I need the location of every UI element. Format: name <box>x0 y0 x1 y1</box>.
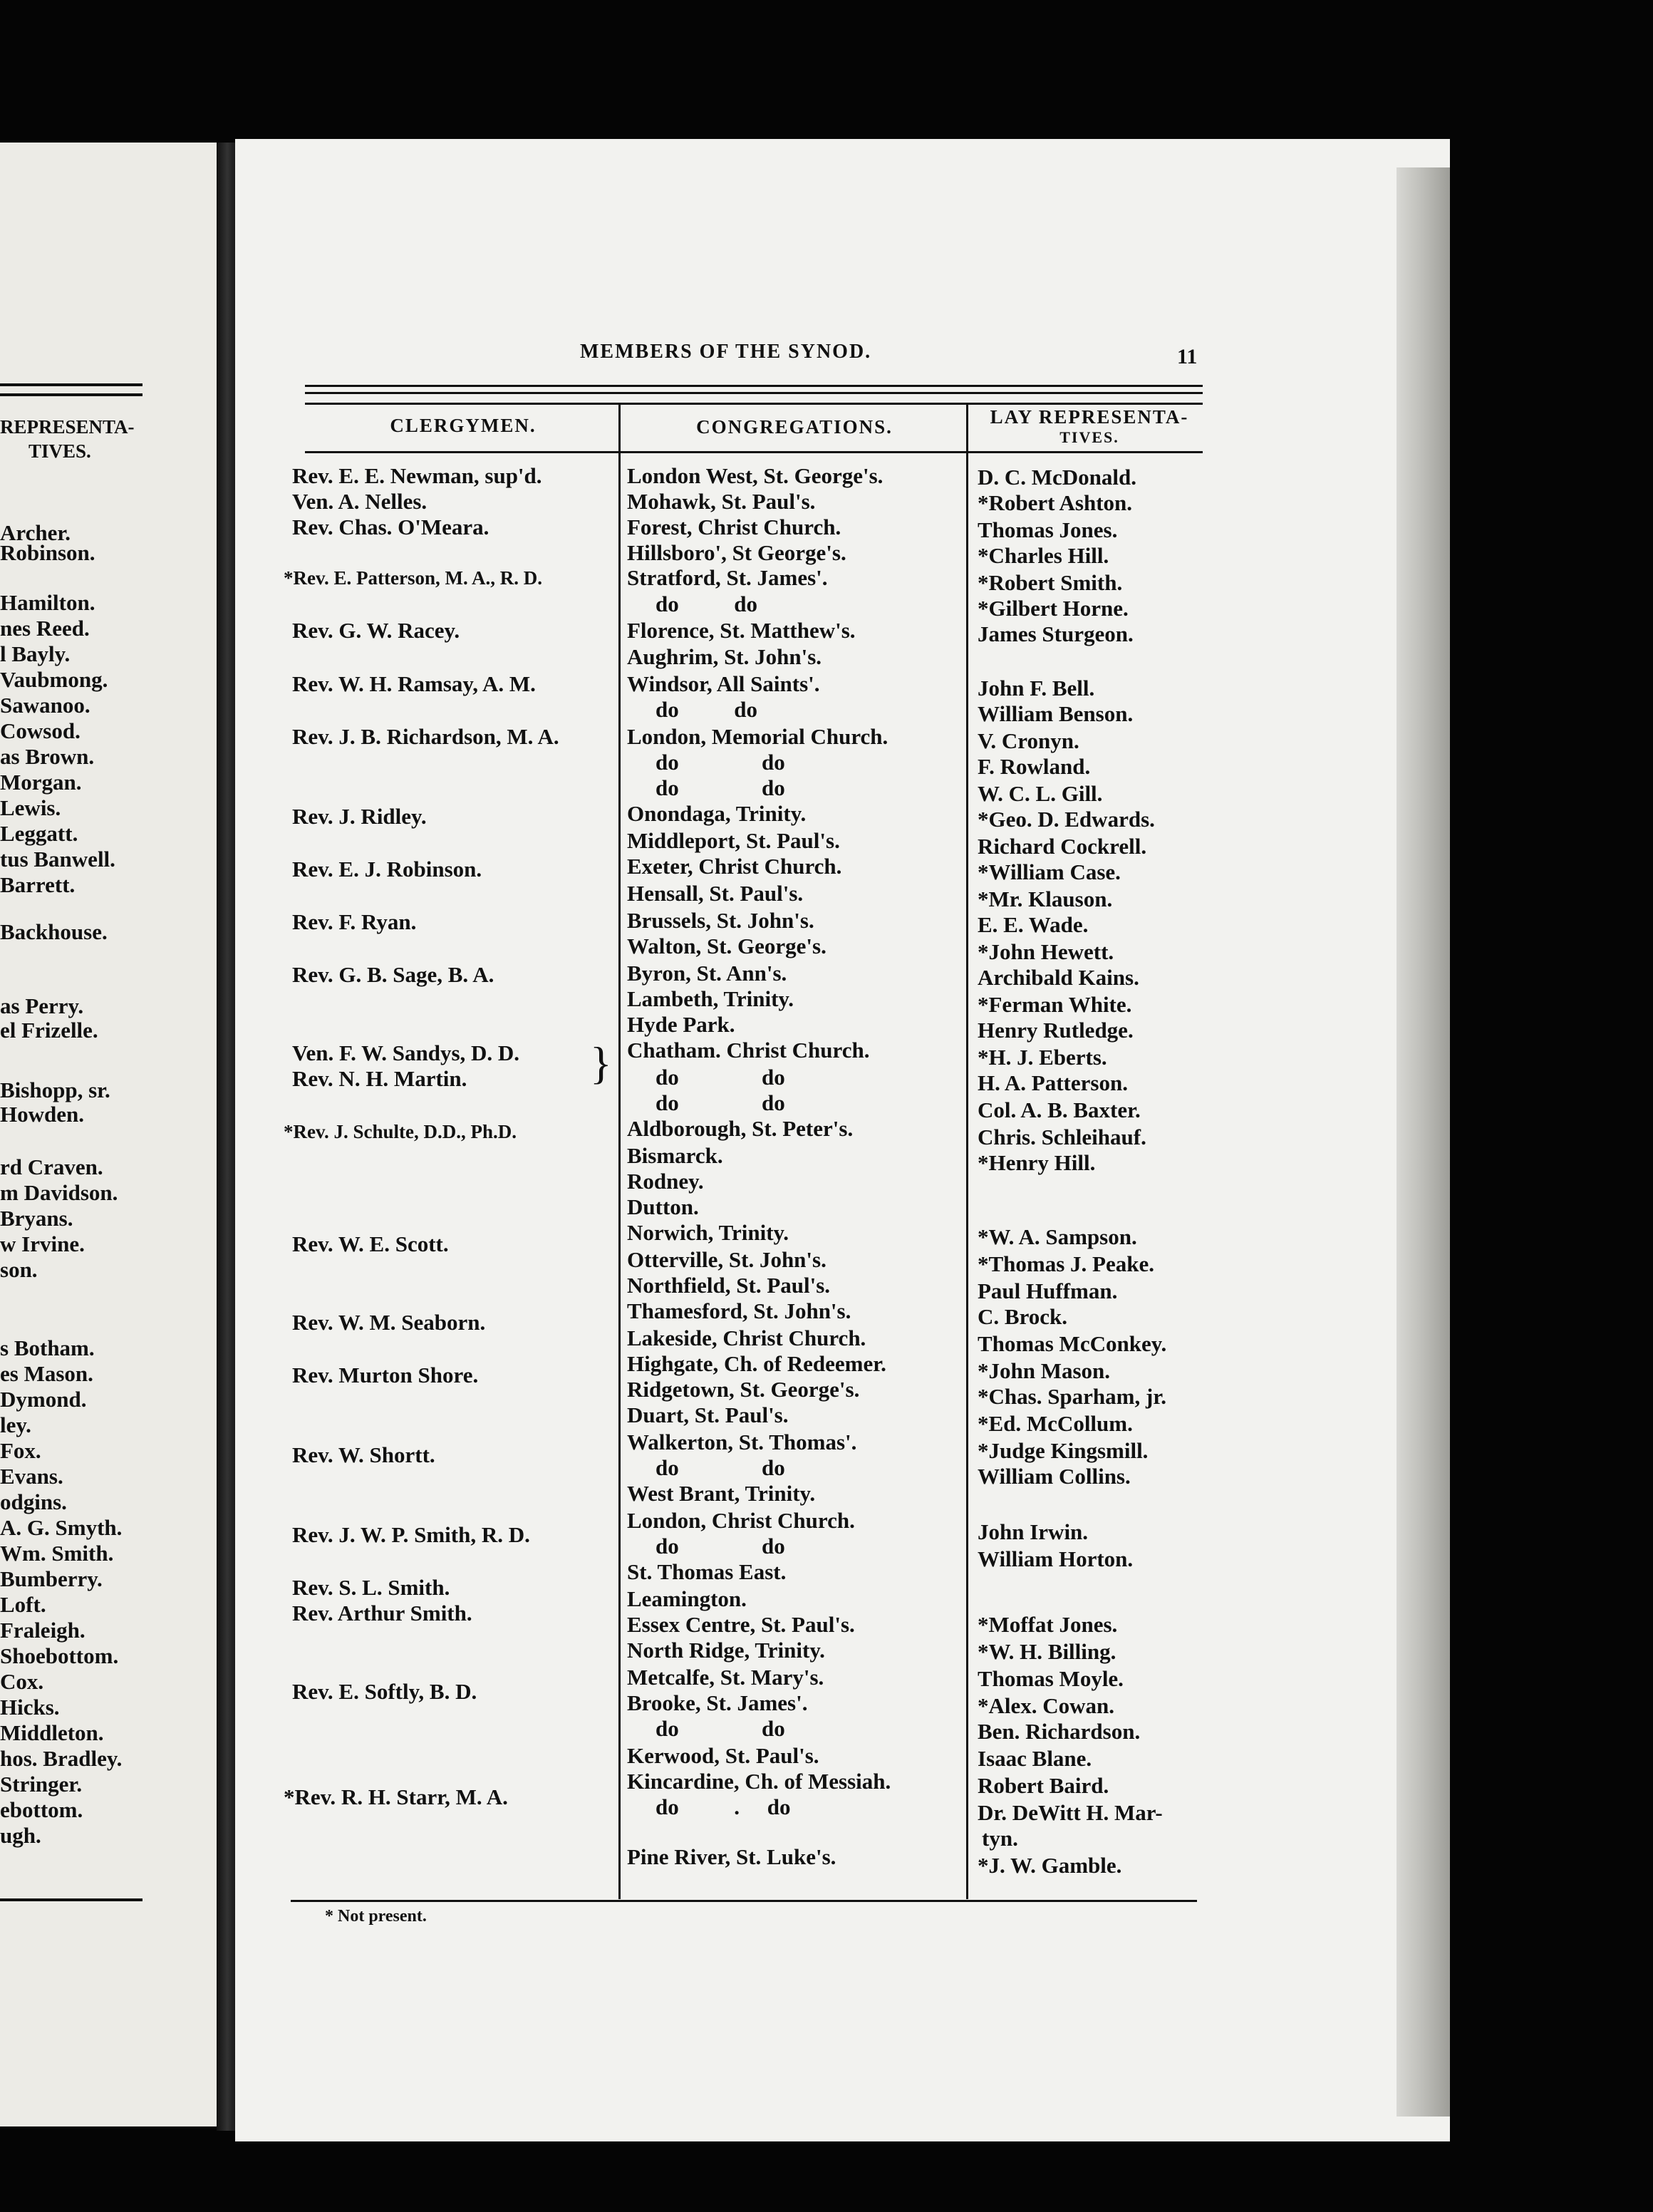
congregation-entry: Metcalfe, St. Mary's. <box>627 1665 824 1690</box>
lay-representative-entry: *John Mason. <box>978 1358 1111 1383</box>
congregation-entry: Aldborough, St. Peter's. <box>627 1116 854 1141</box>
congregation-entry: Mohawk, St. Paul's. <box>627 489 816 514</box>
clergyman-entry: Rev. E. J. Robinson. <box>292 857 482 882</box>
congregation-entry: Exeter, Christ Church. <box>627 854 842 879</box>
left-list-item: Loft. <box>0 1592 46 1617</box>
lay-representative-entry: D. C. McDonald. <box>978 465 1137 490</box>
left-top-rule <box>0 383 142 386</box>
left-list-item: s Botham. <box>0 1335 95 1360</box>
clergyman-entry: Rev. S. L. Smith. <box>292 1575 450 1600</box>
congregation-entry: do do <box>656 775 785 800</box>
clergyman-entry: Rev. G. W. Racey. <box>292 618 460 643</box>
left-list-item: Wm. Smith. <box>0 1541 114 1566</box>
congregation-entry: Lambeth, Trinity. <box>627 986 794 1011</box>
clergyman-entry: Rev. Arthur Smith. <box>292 1601 472 1626</box>
column-divider-1 <box>618 403 621 1899</box>
congregation-entry: Byron, St. Ann's. <box>627 961 787 986</box>
lay-representative-entry: *W. H. Billing. <box>978 1639 1116 1664</box>
congregation-entry: Chatham. Christ Church. <box>627 1038 870 1063</box>
congregation-entry: Leamington. <box>627 1586 747 1611</box>
congregation-entry: Stratford, St. James'. <box>627 565 828 590</box>
column-divider-2 <box>966 403 968 1899</box>
clergyman-entry: Rev. G. B. Sage, B. A. <box>292 962 494 987</box>
left-list-item: ley. <box>0 1412 31 1437</box>
congregation-entry: do do <box>656 750 785 775</box>
left-list-item: ugh. <box>0 1823 41 1848</box>
congregation-entry: Kerwood, St. Paul's. <box>627 1743 819 1768</box>
lay-representative-entry: William Benson. <box>978 701 1134 726</box>
congregation-entry: Forest, Christ Church. <box>627 515 841 539</box>
lay-representative-entry: *H. J. Eberts. <box>978 1045 1107 1070</box>
lay-representative-entry: *Ferman White. <box>978 992 1132 1017</box>
lay-representative-entry: *Ed. McCollum. <box>978 1411 1133 1436</box>
header-lay-line2: TIVES. <box>1059 428 1119 446</box>
page-edge-shading <box>1396 167 1450 2117</box>
left-list-item: Bishopp, sr. <box>0 1077 110 1102</box>
lay-representative-entry: *Alex. Cowan. <box>978 1693 1115 1718</box>
left-list-item: w Irvine. <box>0 1231 85 1256</box>
left-column-header <box>0 415 135 463</box>
congregation-entry: Brussels, St. John's. <box>627 908 814 933</box>
congregation-entry: Florence, St. Matthew's. <box>627 618 856 643</box>
left-list-item: Bryans. <box>0 1206 73 1231</box>
congregation-entry: do do <box>656 1455 785 1480</box>
congregation-entry: Brooke, St. James'. <box>627 1690 808 1715</box>
congregation-entry: Aughrim, St. John's. <box>627 644 822 669</box>
lay-representative-entry: *J. W. Gamble. <box>978 1853 1122 1878</box>
congregation-entry: do do <box>656 1065 785 1090</box>
lay-representative-entry: F. Rowland. <box>978 754 1091 779</box>
left-list-item: Bumberry. <box>0 1566 103 1591</box>
lay-representative-entry: Thomas Moyle. <box>978 1666 1124 1691</box>
left-list-item: Archer. <box>0 520 71 545</box>
congregation-entry: Walkerton, St. Thomas'. <box>627 1430 857 1454</box>
congregation-entry: do do <box>656 1716 785 1741</box>
left-list-item: tus Banwell. <box>0 847 115 872</box>
header-congregations: CONGREGATIONS. <box>696 416 893 438</box>
clergyman-entry: Rev. W. M. Seaborn. <box>292 1310 486 1335</box>
left-list-item: Shoebottom. <box>0 1643 119 1668</box>
header-bottom-rule <box>305 451 1203 453</box>
left-list-item: Howden. <box>0 1102 84 1127</box>
congregation-entry: Lakeside, Christ Church. <box>627 1325 866 1350</box>
lay-representative-entry: Richard Cockrell. <box>978 834 1147 859</box>
congregation-entry: Norwich, Trinity. <box>627 1220 789 1245</box>
congregation-entry: Duart, St. Paul's. <box>627 1402 789 1427</box>
left-list-item: Dymond. <box>0 1387 87 1412</box>
left-list-item: nes Reed. <box>0 616 90 641</box>
congregation-entry: Bismarck. <box>627 1143 723 1168</box>
congregation-entry: London, Christ Church. <box>627 1508 855 1533</box>
left-list-item: Barrett. <box>0 872 76 897</box>
lay-representative-entry: Archibald Kains. <box>978 965 1139 990</box>
clergyman-entry: Rev. F. Ryan. <box>292 909 417 934</box>
clergyman-entry: *Rev. E. Patterson, M. A., R. D. <box>284 567 542 589</box>
left-list-item: m Davidson. <box>0 1180 118 1205</box>
left-list-item: Hicks. <box>0 1695 60 1720</box>
lay-representative-entry: *Mr. Klauson. <box>978 887 1113 911</box>
left-list-item: el Frizelle. <box>0 1018 98 1043</box>
congregation-entry: Rodney. <box>627 1169 704 1194</box>
table-top-rule <box>305 385 1203 387</box>
lay-representative-entry: tyn. <box>982 1826 1018 1851</box>
congregation-entry: North Ridge, Trinity. <box>627 1638 825 1663</box>
lay-representative-entry: *Gilbert Horne. <box>978 596 1129 621</box>
header-lay-representatives <box>972 406 1207 447</box>
congregation-entry: Essex Centre, St. Paul's. <box>627 1612 855 1637</box>
lay-representative-entry: *Judge Kingsmill. <box>978 1438 1149 1463</box>
clergyman-entry: *Rev. J. Schulte, D.D., Ph.D. <box>284 1121 517 1142</box>
congregation-entry: Highgate, Ch. of Redeemer. <box>627 1351 886 1376</box>
lay-representative-entry: *Chas. Sparham, jr. <box>978 1384 1166 1409</box>
left-top-rule-2 <box>0 393 142 396</box>
congregation-entry: Pine River, St. Luke's. <box>627 1844 836 1869</box>
clergyman-entry: Rev. Murton Shore. <box>292 1363 479 1387</box>
lay-representative-entry: James Sturgeon. <box>978 621 1134 646</box>
left-list-item: as Brown. <box>0 744 95 769</box>
lay-representative-entry: Dr. DeWitt H. Mar- <box>978 1800 1163 1825</box>
page-number: 11 <box>1177 345 1198 368</box>
left-list-item: Backhouse. <box>0 919 108 944</box>
lay-representative-entry: H. A. Patterson. <box>978 1070 1128 1095</box>
clergyman-entry: Rev. W. H. Ramsay, A. M. <box>292 671 536 696</box>
congregation-entry: do . do <box>656 1794 791 1819</box>
left-list-item: as Perry. <box>0 993 84 1018</box>
left-list-item: hos. Bradley. <box>0 1746 123 1771</box>
lay-representative-entry: *Geo. D. Edwards. <box>978 807 1155 832</box>
table-top-rule-2 <box>305 392 1203 394</box>
clergyman-entry: Rev. J. W. P. Smith, R. D. <box>292 1522 530 1547</box>
congregation-entry: Onondaga, Trinity. <box>627 801 807 826</box>
left-list-item: Sawanoo. <box>0 693 90 718</box>
clergyman-entry: Rev. W. Shortt. <box>292 1442 435 1467</box>
left-list-item: Cowsod. <box>0 718 81 743</box>
left-list-item: A. G. Smyth. <box>0 1515 123 1540</box>
lay-representative-entry: Chris. Schleihauf. <box>978 1125 1146 1149</box>
congregation-entry: do do <box>656 697 757 722</box>
left-list-item: Stringer. <box>0 1772 83 1797</box>
left-header-line1: REPRESENTA- <box>0 416 135 438</box>
congregation-entry: Walton, St. George's. <box>627 934 826 958</box>
congregation-entry: Dutton. <box>627 1194 699 1219</box>
clergyman-entry: Rev. Chas. O'Meara. <box>292 515 489 539</box>
lay-representative-entry: William Collins. <box>978 1464 1131 1489</box>
footnote: * Not present. <box>325 1907 427 1926</box>
clergyman-entry: Rev. N. H. Martin. <box>292 1066 467 1091</box>
lay-representative-entry: Isaac Blane. <box>978 1746 1092 1771</box>
left-list-item: Middleton. <box>0 1720 104 1745</box>
congregation-entry: London West, St. George's. <box>627 463 884 488</box>
congregation-entry: do do <box>656 1090 785 1115</box>
lay-representative-entry: *William Case. <box>978 859 1121 884</box>
congregation-entry: do do <box>656 591 757 616</box>
congregation-entry: do do <box>656 1534 785 1559</box>
congregation-entry: Windsor, All Saints'. <box>627 671 820 696</box>
congregation-entry: Northfield, St. Paul's. <box>627 1273 831 1298</box>
lay-representative-entry: E. E. Wade. <box>978 912 1089 937</box>
left-header-line2: TIVES. <box>28 440 91 462</box>
clergyman-entry: Rev. E. E. Newman, sup'd. <box>292 463 542 488</box>
clergyman-entry: Ven. F. W. Sandys, D. D. <box>292 1040 520 1065</box>
congregation-entry: Middleport, St. Paul's. <box>627 828 840 853</box>
left-list-item: Cox. <box>0 1669 44 1694</box>
lay-representative-entry: *Moffat Jones. <box>978 1612 1118 1637</box>
left-list-item: son. <box>0 1257 38 1282</box>
table-bottom-rule <box>291 1900 1197 1902</box>
left-list-item: es Mason. <box>0 1361 93 1386</box>
lay-representative-entry: Paul Huffman. <box>978 1278 1118 1303</box>
clergyman-entry: Rev. J. B. Richardson, M. A. <box>292 724 559 749</box>
clergyman-entry: Rev. E. Softly, B. D. <box>292 1679 477 1704</box>
lay-representative-entry: John F. Bell. <box>978 676 1095 701</box>
lay-representative-entry: V. Cronyn. <box>978 728 1079 753</box>
left-bottom-rule <box>0 1898 142 1901</box>
left-list-item: Hamilton. <box>0 590 95 615</box>
congregation-entry: Thamesford, St. John's. <box>627 1298 851 1323</box>
running-head: MEMBERS OF THE SYNOD. <box>580 341 872 363</box>
lay-representative-entry: *Thomas J. Peake. <box>978 1251 1154 1276</box>
congregation-entry: West Brant, Trinity. <box>627 1481 816 1506</box>
left-list-item: Evans. <box>0 1464 63 1489</box>
congregation-entry: Ridgetown, St. George's. <box>627 1377 860 1402</box>
left-list-item: rd Craven. <box>0 1154 103 1179</box>
lay-representative-entry: *John Hewett. <box>978 939 1114 964</box>
lay-representative-entry: *Charles Hill. <box>978 543 1109 568</box>
congregation-entry: Kincardine, Ch. of Messiah. <box>627 1769 891 1794</box>
lay-representative-entry: Ben. Richardson. <box>978 1719 1141 1744</box>
header-lay-line1: LAY REPRESENTA- <box>990 406 1189 428</box>
lay-representative-entry: *W. A. Sampson. <box>978 1224 1137 1249</box>
left-list-item: Leggatt. <box>0 821 78 846</box>
left-list-item: Fraleigh. <box>0 1618 86 1643</box>
lay-representative-entry: Henry Rutledge. <box>978 1018 1134 1043</box>
congregation-entry: Hensall, St. Paul's. <box>627 881 804 906</box>
left-list-item: Vaubmong. <box>0 667 108 692</box>
lay-representative-entry: Thomas Jones. <box>978 517 1118 542</box>
brace-sandys-martin: } <box>590 1038 612 1088</box>
congregation-entry: Hillsboro', St George's. <box>627 540 846 565</box>
congregation-entry: St. Thomas East. <box>627 1559 787 1584</box>
left-list-item: Lewis. <box>0 795 61 820</box>
clergyman-entry: Ven. A. Nelles. <box>292 489 428 514</box>
left-list-item: Robinson. <box>0 540 95 565</box>
left-list-item: Morgan. <box>0 770 82 795</box>
clergyman-entry: *Rev. R. H. Starr, M. A. <box>284 1784 508 1809</box>
lay-representative-entry: Thomas McConkey. <box>978 1331 1167 1356</box>
lay-representative-entry: *Henry Hill. <box>978 1150 1096 1175</box>
left-page-fragment <box>0 143 219 2126</box>
clergyman-entry: Rev. J. Ridley. <box>292 804 427 829</box>
lay-representative-entry: Col. A. B. Baxter. <box>978 1097 1141 1122</box>
congregation-entry: London, Memorial Church. <box>627 724 888 749</box>
lay-representative-entry: W. C. L. Gill. <box>978 781 1103 806</box>
table-top-rule-3 <box>305 403 1203 405</box>
lay-representative-entry: William Horton. <box>978 1546 1134 1571</box>
congregation-entry: Otterville, St. John's. <box>627 1247 826 1272</box>
lay-representative-entry: Robert Baird. <box>978 1773 1109 1798</box>
left-list-item: odgins. <box>0 1489 67 1514</box>
left-list-item: Fox. <box>0 1438 41 1463</box>
congregation-entry: Hyde Park. <box>627 1012 735 1037</box>
lay-representative-entry: *Robert Smith. <box>978 570 1123 595</box>
clergyman-entry: Rev. W. E. Scott. <box>292 1231 449 1256</box>
header-clergymen: CLERGYMEN. <box>390 415 537 436</box>
lay-representative-entry: John Irwin. <box>978 1519 1089 1544</box>
left-list-item: ebottom. <box>0 1797 83 1822</box>
lay-representative-entry: *Robert Ashton. <box>978 490 1133 515</box>
lay-representative-entry: C. Brock. <box>978 1304 1068 1329</box>
left-list-item: l Bayly. <box>0 641 71 666</box>
